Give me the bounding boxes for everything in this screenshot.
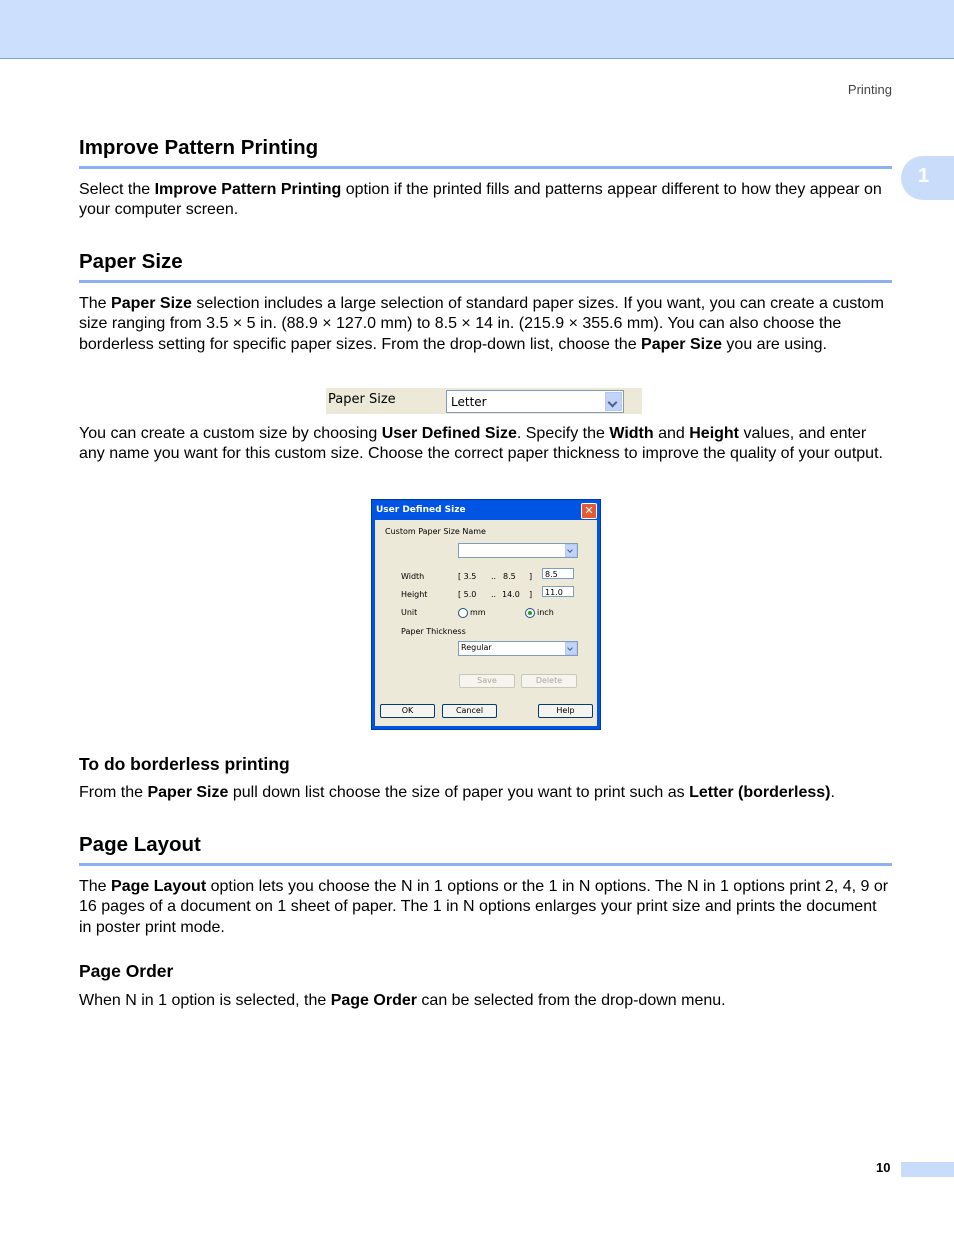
unit-mm-radio[interactable] [458,608,468,618]
unit-label: Unit [401,608,418,617]
heading-paper-size: Paper Size [79,250,892,283]
chevron-down-icon[interactable] [605,392,622,411]
chevron-down-icon[interactable] [565,642,577,655]
height-range-sep: .. [491,590,497,599]
running-head: Printing [847,82,892,97]
header-band [0,0,954,59]
chevron-down-icon[interactable] [565,544,577,557]
custom-name-combo[interactable] [458,543,578,558]
ok-button[interactable]: OK [380,704,435,718]
width-range-max: 8.5 [503,572,516,581]
width-input[interactable]: 8.5 [542,568,574,579]
chapter-number: 1 [918,165,930,187]
dialog-body [375,520,597,726]
paper-size-dropdown[interactable] [446,390,624,413]
custom-name-label: Custom Paper Size Name [385,527,486,536]
delete-button[interactable]: Delete [521,674,577,688]
height-range-min: [ 5.0 [458,590,477,599]
paper-size-widget [326,388,642,414]
unit-mm-label: mm [470,608,486,617]
paper-size-value: Letter [451,395,487,409]
heading-page-layout: Page Layout [79,833,892,866]
paragraph-page-order: When N in 1 option is selected, the Page Order can be selected from the drop-down menu. [79,992,726,1009]
dialog-title: User Defined Size [376,505,466,515]
paper-size-label: Paper Size [328,392,396,407]
paragraph-borderless: From the Paper Size pull down list choose the size of paper you want to print such as Letter (borderless). [79,784,835,801]
paragraph-improve-pattern: Select the Improve Pattern Printing option if the printed fills and patterns appear different to how they appear on your computer screen. [79,181,882,219]
close-icon[interactable]: ✕ [581,503,597,519]
paper-thickness-value: Regular [461,643,492,652]
paper-thickness-combo[interactable] [458,641,578,656]
width-label: Width [401,572,425,581]
heading-page-order: Page Order [79,961,174,981]
save-button[interactable]: Save [459,674,515,688]
unit-inch-label: inch [537,608,554,617]
width-range-min: [ 3.5 [458,572,477,581]
width-range-sep: .. [491,572,497,581]
height-label: Height [401,590,428,599]
heading-borderless-printing: To do borderless printing [79,754,290,774]
height-range-max: 14.0 [502,590,520,599]
paper-thickness-label: Paper Thickness [401,627,466,636]
heading-improve-pattern-printing: Improve Pattern Printing [79,136,892,169]
user-defined-size-dialog [371,499,601,730]
paragraph-custom-size: You can create a custom size by choosing User Defined Size. Specify the Width and Height values, and enter any name you want for this custom size. Choose the correct paper thickness to improve the quality of your output. [79,425,883,463]
chapter-tab [901,156,954,200]
unit-inch-radio[interactable] [525,608,535,618]
help-button[interactable]: Help [538,704,593,718]
footer-band [901,1162,954,1177]
paragraph-paper-size: The Paper Size selection includes a large selection of standard paper sizes. If you want, you can create a custom size ranging from 3.5 × 5 in. (88.9 × 127.0 mm) to 8.5 × 14 in. (215.9 × 355.6 mm). You can also choose the borderless setting for specific paper sizes. From the drop-down list, choose the Paper Size you are using. [79,295,884,353]
cancel-button[interactable]: Cancel [442,704,497,718]
height-input[interactable]: 11.0 [542,586,574,597]
page-number: 10 [876,1160,891,1175]
width-range-bracket: ] [529,572,533,581]
paragraph-page-layout: The Page Layout option lets you choose the N in 1 options or the 1 in N options. The N in 1 options print 2, 4, 9 or 16 pages of a document on 1 sheet of paper. The 1 in N options enlarges your print size and prints the document in poster print mode. [79,878,889,936]
height-range-bracket: ] [529,590,533,599]
